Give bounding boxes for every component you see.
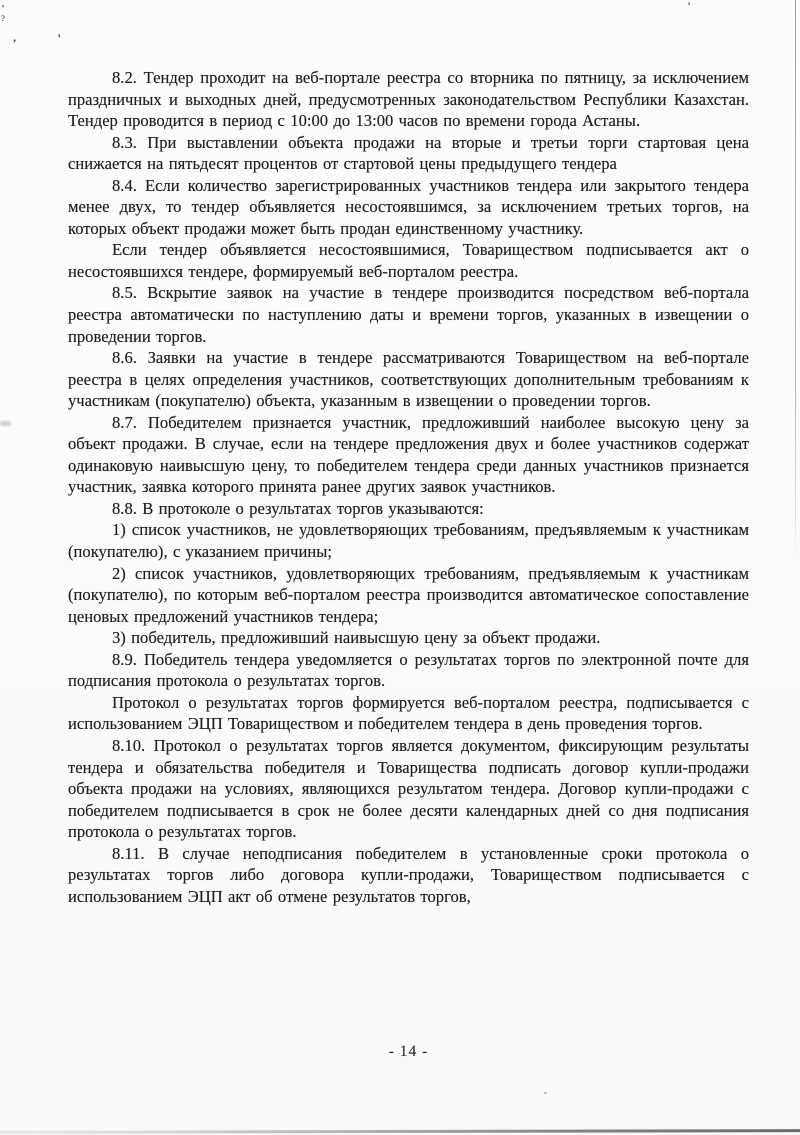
paragraph-8-5: 8.5. Вскрытие заявок на участие в тендере производится посредством веб-портала реестра автоматически по наступлению даты и времени торгов, указанных в извещении о проведении торгов. xyxy=(68,283,749,346)
paper-edge-shadow-bottom xyxy=(0,1129,800,1134)
scan-speck-icon: ' xyxy=(2,3,4,15)
scan-speck-icon: , xyxy=(13,29,17,44)
list-item-3: 3) победитель, предложивший наивысшую цену за объект продажи. xyxy=(112,628,601,648)
paragraph-8-8: 8.8. В протоколе о результатах торгов указываются: xyxy=(112,498,484,518)
paragraph-8-9-note: Протокол о результатах торгов формируется веб-порталом реестра, подписывается с использованием ЭЦП Товариществом и победителем тендера в день проведения торгов. xyxy=(68,692,749,734)
paragraph-8-10: 8.10. Протокол о результатах торгов является документом, фиксирующим результаты тендера и обязательства победителя и Товарищества подписать договор купли-продажи объекта продажи на условиях, являющихся результатом тендера. Договор купли-продажи с победителем подписывается в срок не более десяти календарных дней со дня подписания протокола о результатах торгов. xyxy=(68,735,749,842)
scan-dot xyxy=(544,1092,547,1094)
paragraph-8-11: 8.11. В случае неподписания победителем в установленные сроки протокола о результатах торгов либо договора купли-продажи, Товариществом подписывается с использованием ЭЦП акт об отмене результатов торгов, xyxy=(68,843,749,906)
list-item-2: 2) список участников, удовлетворяющих требованиям, предъявляемым к участникам (покупателю), по которым веб-порталом реестра производится автоматическое сопоставление ценовых предложений участников тендера; xyxy=(68,563,749,626)
paragraph-8-6: 8.6. Заявки на участие в тендере рассматриваются Товариществом на веб-портале реестра в целях определения участников, соответствующих дополнительным требованиям к участникам (покупателю) объекта, указанным в извещении о проведении торгов. xyxy=(68,348,749,411)
list-item-1: 1) список участников, не удовлетворяющих требованиям, предъявляемым к участникам (покупателю), с указанием причины; xyxy=(68,520,749,562)
page-number: - 14 - xyxy=(388,1043,429,1060)
scan-speck-icon: ' xyxy=(688,0,691,13)
scan-speck-icon: ' xyxy=(58,31,61,46)
scan-smudge xyxy=(0,421,11,426)
paragraph-8-9: 8.9. Победитель тендера уведомляется о результатах торгов по электронной почте для подписания протокола о результатах торгов. xyxy=(68,649,749,691)
scan-speck-icon: ? xyxy=(1,13,5,23)
paragraph-8-2: 8.2. Тендер проходит на веб-портале реестра со вторника по пятницу, за исключением праздничных и выходных дней, предусмотренных законодательством Республики Казахстан. Тендер проводится в период с 10:00 до 13:00 часов по времени города Астаны. xyxy=(68,68,749,131)
paragraph-8-4: 8.4. Если количество зарегистрированных участников тендера или закрытого тендера менее двух, то тендер объявляется несостоявшимся, за исключением третьих торгов, на которых объект продажи может быть продан единственному участнику. xyxy=(68,175,749,238)
document-body xyxy=(68,67,749,907)
paragraph-8-3: 8.3. При выставлении объекта продажи на вторые и третьи торги стартовая цена снижается на пятьдесят процентов от стартовой цены предыдущего тендера xyxy=(68,132,749,174)
paragraph-8-7: 8.7. Победителем признается участник, предложивший наиболее высокую цену за объект продажи. В случае, если на тендере предложения двух и более участников содержат одинаковую наивысшую цену, то победителем тендера среди данных участников признается участник, заявка которого принята ранее других заявок участников. xyxy=(68,412,749,497)
paragraph-8-4-note: Если тендер объявляется несостоявшимися, Товариществом подписывается акт о несостоявшихся тендере, формируемый веб-порталом реестра. xyxy=(68,240,749,281)
scan-edge-line-right xyxy=(795,0,796,558)
